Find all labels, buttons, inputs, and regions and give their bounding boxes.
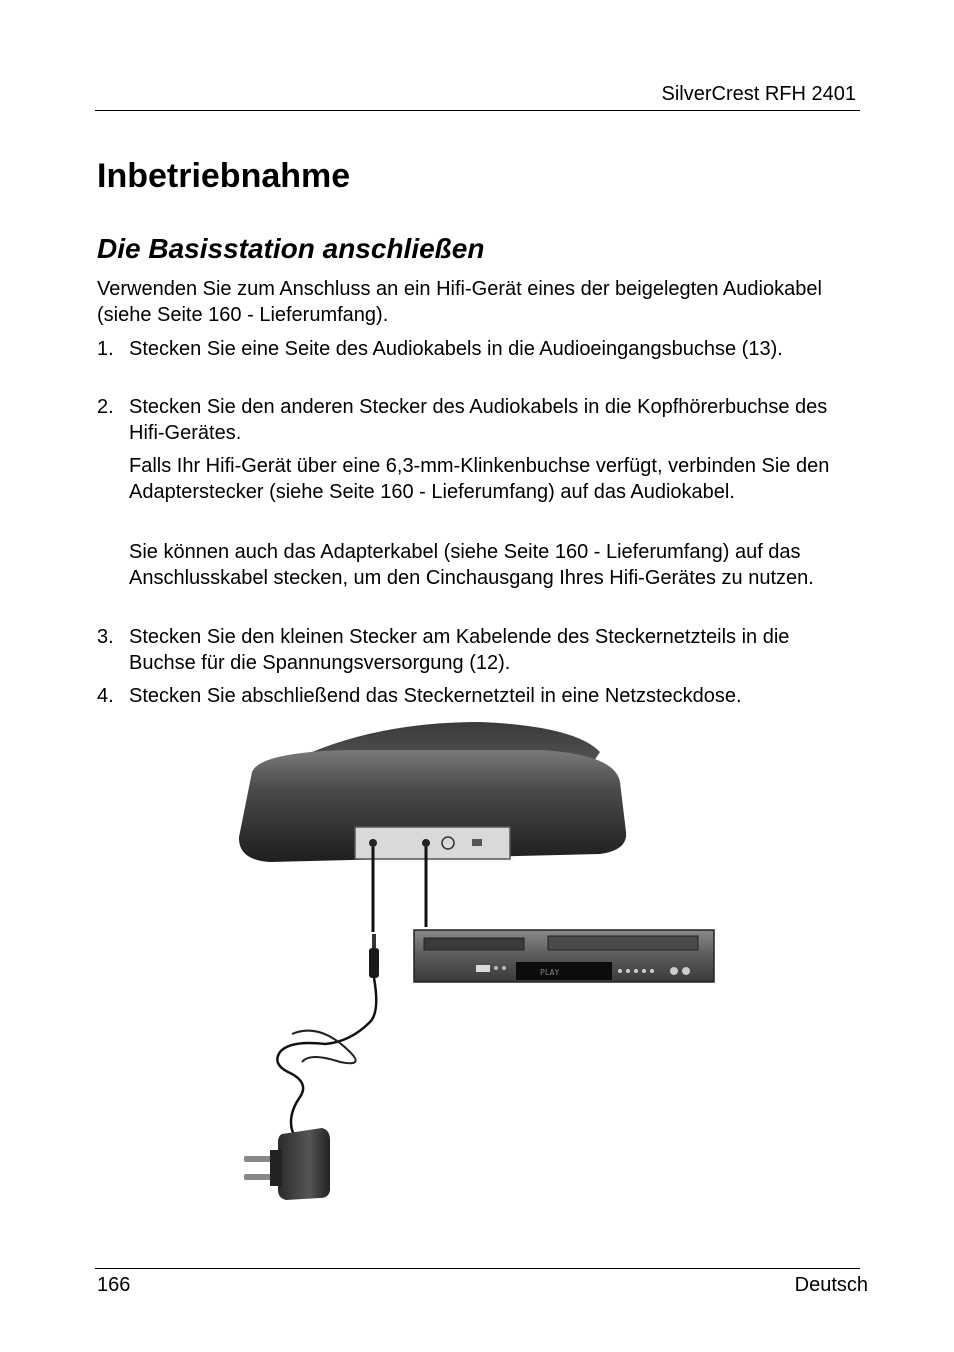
step-text: Stecken Sie abschließend das Steckernetzteil in eine Netzsteckdose.: [129, 685, 742, 707]
page-title: Inbetriebnahme: [97, 157, 351, 195]
page-number: 166: [97, 1274, 131, 1296]
step-text: Stecken Sie eine Seite des Audiokabels in die Audioeingangsbuchse (13).: [129, 338, 783, 360]
footer-divider: [95, 1268, 860, 1269]
step-text: Stecken Sie den kleinen Stecker am Kabelende des Steckernetzteils in die Buchse für die Spannungsversorgung (12).: [129, 626, 790, 674]
header-product-name: SilverCrest RFH 2401: [661, 83, 856, 105]
dvd-vcr-player-image: [414, 930, 714, 982]
dc-plug-icon: [277, 934, 379, 1140]
step-number: 1.: [97, 338, 114, 360]
step-text: Stecken Sie den anderen Stecker des Audiokabels in die Kopfhörerbuchse des Hifi-Gerätes.: [129, 396, 828, 444]
step-number: 2.: [97, 396, 114, 418]
header-divider: [95, 110, 860, 111]
power-adapter-image: [244, 1128, 330, 1200]
svg-text:PLAY: PLAY: [540, 968, 560, 977]
intro-paragraph: Verwenden Sie zum Anschluss an ein Hifi-Gerät eines der beigelegten Audiokabel (siehe Seite 160 - Lieferumfang).: [97, 278, 822, 326]
step-note: Falls Ihr Hifi-Gerät über eine 6,3-mm-Klinkenbuchse verfügt, verbinden Sie den Adapterstecker (siehe Seite 160 - Lieferumfang) auf das Audiokabel.: [129, 455, 830, 503]
step-note: Sie können auch das Adapterkabel (siehe Seite 160 - Lieferumfang) auf das Anschlusskabel stecken, um den Cinchausgang Ihres Hifi-Gerätes zu nutzen.: [129, 541, 814, 589]
base-station-image: [239, 722, 626, 862]
connection-illustration: [230, 722, 730, 1212]
step-number: 4.: [97, 685, 114, 707]
footer-language: Deutsch: [794, 1274, 868, 1296]
section-heading: Die Basisstation anschließen: [97, 233, 485, 264]
step-number: 3.: [97, 626, 114, 648]
